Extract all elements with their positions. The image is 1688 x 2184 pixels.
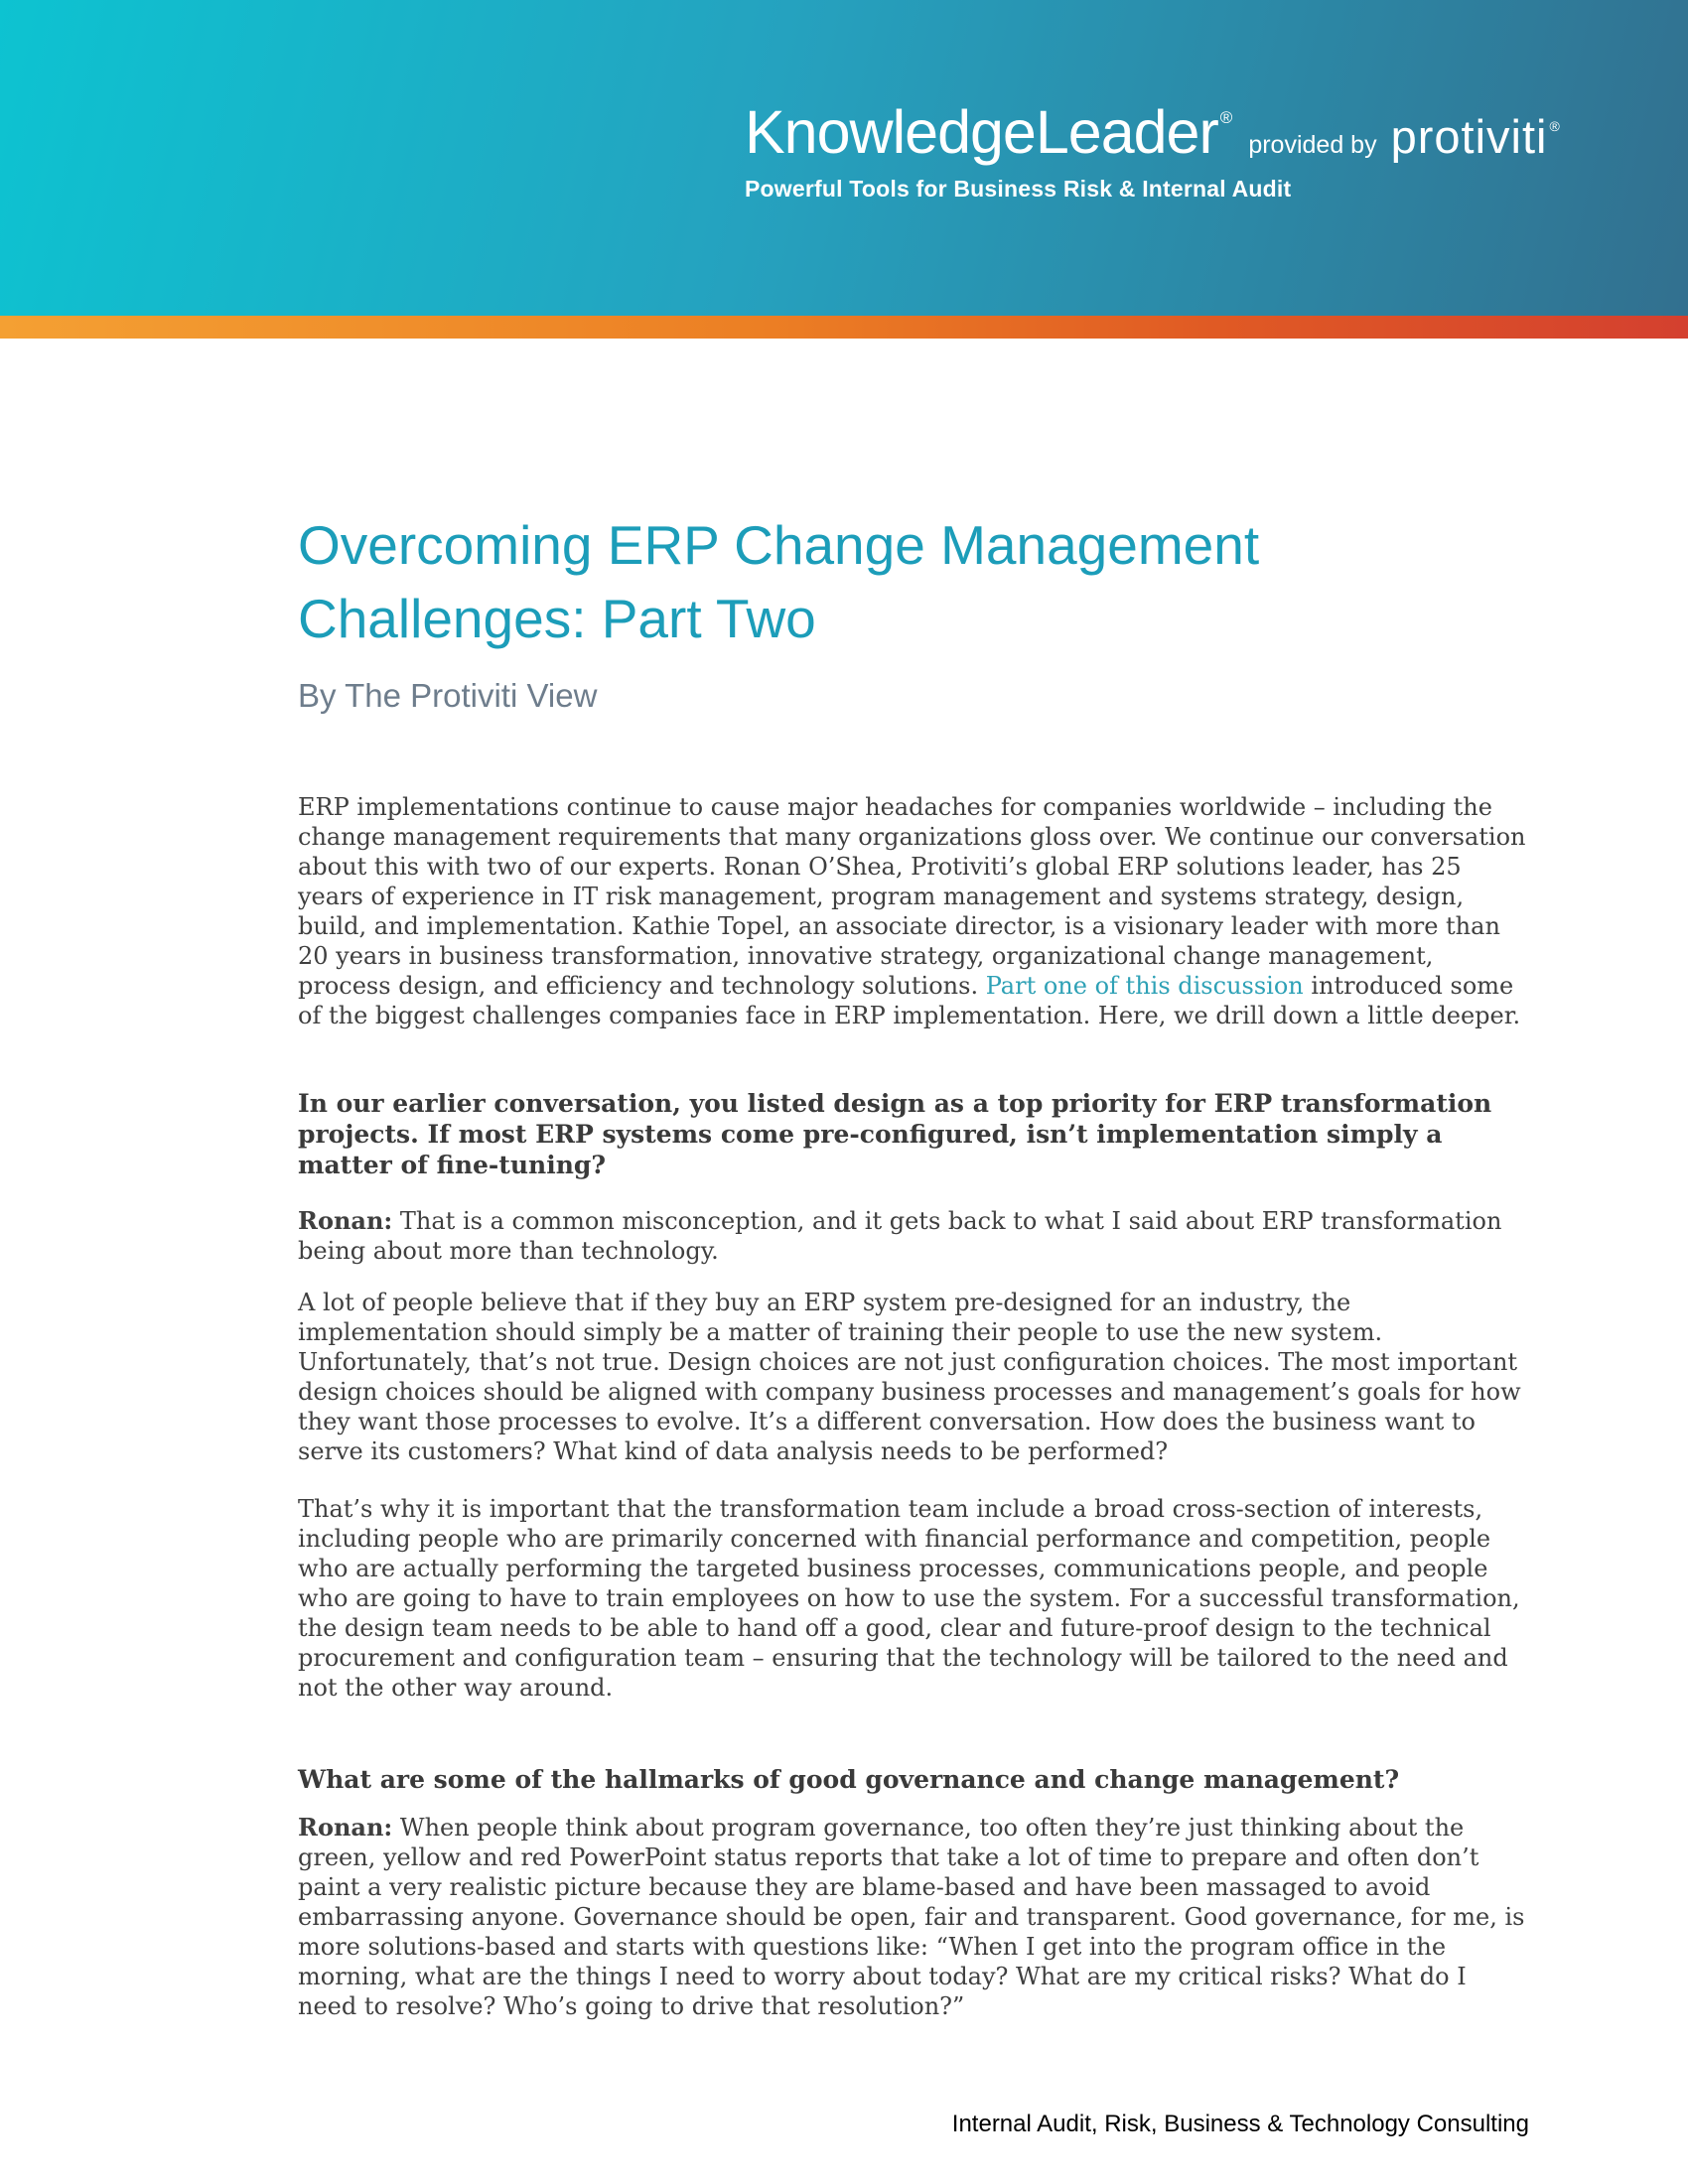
protiviti-wordmark: protiviti bbox=[1390, 110, 1548, 163]
interview-question: What are some of the hallmarks of good governance and change management? bbox=[298, 1765, 1400, 1794]
brand-wordmark: KnowledgeLeader bbox=[745, 98, 1218, 166]
header-banner bbox=[0, 0, 1688, 316]
page-title bbox=[298, 508, 1529, 655]
registered-mark-icon: ® bbox=[1219, 108, 1233, 127]
page-title-line2: Challenges: Part Two bbox=[298, 588, 816, 649]
byline: By The Protiviti View bbox=[298, 677, 598, 714]
footer-tagline: Internal Audit, Risk, Business & Technology Consulting bbox=[951, 2111, 1529, 2137]
part-one-link[interactable]: Part one of this discussion bbox=[985, 972, 1304, 1000]
body-paragraph: A lot of people believe that if they buy an ERP system pre-designed for an industry, the implementation should simply be a matter of training their people to use the new system. Unfortunately, that’s not true. Design choices are not just configuration choices. The most important design choices should be aligned with company business processes and management’s goals for how they want those processes to evolve. It’s a different conversation. How does the business want to serve its customers? What kind of data analysis needs to be performed? bbox=[298, 1289, 1521, 1465]
registered-mark-icon: ® bbox=[1549, 118, 1560, 134]
page-title-line1: Overcoming ERP Change Management bbox=[298, 514, 1260, 576]
answer-text: When people think about program governance, too often they’re just thinking about the green, yellow and red PowerPoint status reports that take a lot of time to prepare and often don’t paint a very realistic picture because they are blame-based and have been massaged to avoid embarrassing anyone. Governance should be open, fair and transparent. Good governance, for me, is more solutions-based and starts with questions like: “When I get into the program office in the morning, what are the things I need to worry about today? What are my critical risks? What do I need to resolve? Who’s going to drive that resolution?” bbox=[298, 1814, 1525, 2020]
article-body bbox=[298, 508, 1529, 2021]
answer-text: That is a common misconception, and it gets back to what I said about ERP transformation being about more than technology. bbox=[298, 1207, 1502, 1265]
provided-by-label: provided by bbox=[1248, 131, 1377, 159]
intro-paragraph bbox=[298, 792, 1529, 1030]
intro-text-after-link: introduced some of the biggest challenges companies face in ERP implementation. Here, we drill down a little deeper. bbox=[298, 972, 1521, 1029]
speaker-name: Ronan: bbox=[298, 1813, 393, 1842]
knowledgeleader-logo bbox=[745, 97, 1560, 203]
interview-question: In our earlier conversation, you listed design as a top priority for ERP transformation projects. If most ERP systems come pre-configured, isn’t implementation simply a matter of fine-tuning? bbox=[298, 1089, 1492, 1179]
interview-answer bbox=[298, 1813, 1529, 2021]
body-paragraph: That’s why it is important that the transformation team include a broad cross-section of interests, including people who are primarily concerned with financial performance and competition, people who are actually performing the targeted business processes, communications people, and people who are going to have to train employees on how to use the system. For a successful transformation, the design team needs to be able to hand off a good, clear and future-proof design to the technical procurement and configuration team – ensuring that the technology will be tailored to the need and not the other way around. bbox=[298, 1495, 1520, 1702]
speaker-name: Ronan: bbox=[298, 1206, 393, 1235]
brand-tagline: Powerful Tools for Business Risk & Internal Audit bbox=[745, 176, 1292, 202]
intro-text-before-link: ERP implementations continue to cause major headaches for companies worldwide – including the change management requirements that many organizations gloss over. We continue our conversation about this with two of our experts. Ronan O’Shea, Protiviti’s global ERP solutions leader, has 25 years of experience in IT risk management, program management and systems strategy, design, build, and implementation. Kathie Topel, an associate director, is a visionary leader with more than 20 years in business transformation, innovative strategy, organizational change management, process design, and efficiency and technology solutions. bbox=[298, 793, 1526, 1000]
accent-stripe bbox=[0, 316, 1688, 339]
interview-answer bbox=[298, 1206, 1529, 1266]
